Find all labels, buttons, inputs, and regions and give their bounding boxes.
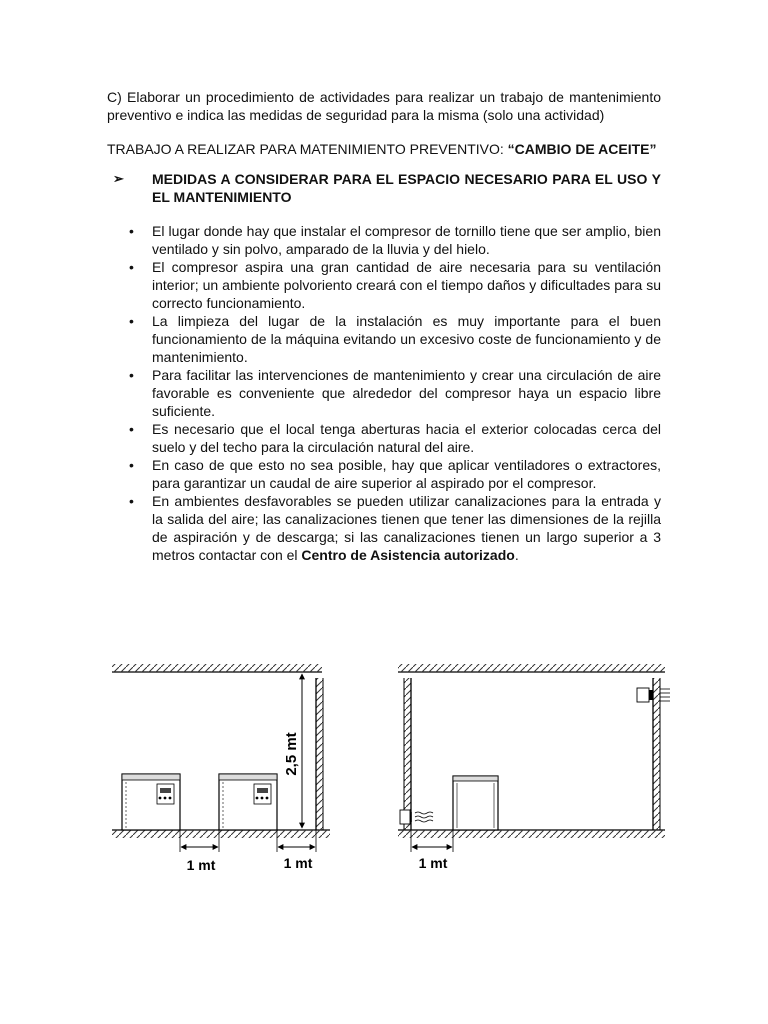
height-label: 2,5 mt	[283, 732, 300, 776]
air-intake-vent-icon	[400, 810, 433, 824]
arrow-bullet-icon: ➢	[113, 171, 124, 186]
wall-hatch	[316, 678, 323, 830]
document-body	[107, 88, 661, 564]
service-center-text: Centro de Asistencia autorizado	[301, 547, 515, 563]
bullet-dot-icon: •	[129, 313, 134, 329]
compressor-unit	[453, 776, 498, 830]
measures-list	[107, 222, 661, 564]
list-item: • En caso de que esto no sea posible, hay que aplicar ventiladores o extractores, para garantizar un caudal de aire superior al aspirado por el compresor.	[107, 456, 661, 492]
work-label: TRABAJO A REALIZAR PARA MATENIMIENTO PREVENTIVO:	[107, 141, 504, 157]
right-room-diagram	[398, 664, 670, 871]
compressor-unit	[122, 774, 180, 830]
list-item: • Es necesario que el local tenga aberturas hacia el exterior colocadas cerca del suelo y del techo para la circulación natural del aire.	[107, 420, 661, 456]
bullet-dot-icon: •	[129, 259, 134, 275]
wall-hatch	[404, 678, 411, 830]
gap-left-label: 1 mt	[186, 857, 216, 873]
work-title	[107, 140, 661, 158]
floor-hatch	[112, 830, 330, 838]
bullet-dot-icon: •	[129, 421, 134, 437]
list-item: • Para facilitar las intervenciones de mantenimiento y crear una circulación de aire favorable es conveniente que alrededor del compresor haya un espacio libre suficiente.	[107, 366, 661, 420]
gap-wall-label: 1 mt	[418, 855, 448, 871]
ceiling-hatch	[398, 664, 665, 672]
bullet-dot-icon: •	[129, 493, 134, 509]
section-heading	[107, 170, 661, 206]
bullet-dot-icon: •	[129, 367, 134, 383]
section-heading-text: MEDIDAS A CONSIDERAR PARA EL ESPACIO NECESARIO PARA EL USO Y EL MANTENIMIENTO	[152, 171, 661, 205]
compressor-unit	[219, 774, 277, 830]
bullet-dot-icon: •	[129, 457, 134, 473]
list-item: • El compresor aspira una gran cantidad de aire necesaria para su ventilación interior; un ambiente polvoriento creará con el tiempo daños y dificultades para su correcto funcionamiento.	[107, 258, 661, 312]
list-item-text: En ambientes desfavorables se pueden utilizar canalizaciones para la entrada y la salida del aire; las canalizaciones tienen que tener las dimensiones de la rejilla de aspiración y de descarga; si las canalizaciones tienen un largo superior a 3 metros contactar con el	[152, 493, 661, 563]
list-item: • El lugar donde hay que instalar el compresor de tornillo tiene que ser amplio, bien ventilado y sin polvo, amparado de la lluvia y del hielo.	[107, 222, 661, 258]
wall-hatch	[653, 678, 660, 830]
ceiling-hatch	[112, 664, 322, 672]
gap-right-label: 1 mt	[283, 855, 313, 871]
intro-paragraph: C) Elaborar un procedimiento de actividades para realizar un trabajo de mantenimiento preventivo e indica las medidas de seguridad para la misma (solo una actividad)	[107, 89, 661, 123]
left-room-diagram	[112, 664, 330, 873]
bullet-dot-icon: •	[129, 223, 134, 239]
work-activity: “CAMBIO DE ACEITE”	[507, 141, 657, 157]
floor-hatch	[398, 830, 665, 838]
list-item: • La limpieza del lugar de la instalación es muy importante para el buen funcionamiento de la máquina evitando un excesivo coste de funcionamiento y de mantenimiento.	[107, 312, 661, 366]
installation-diagram	[0, 660, 768, 880]
list-item: • En ambientes desfavorables se pueden utilizar canalizaciones para la entrada y la salida del aire; las canalizaciones tienen que tener las dimensiones de la rejilla de aspiración y de descarga; si las canalizaciones tienen un largo superior a 3 metros contactar con el Centro de Asistencia autorizado.	[107, 492, 661, 564]
